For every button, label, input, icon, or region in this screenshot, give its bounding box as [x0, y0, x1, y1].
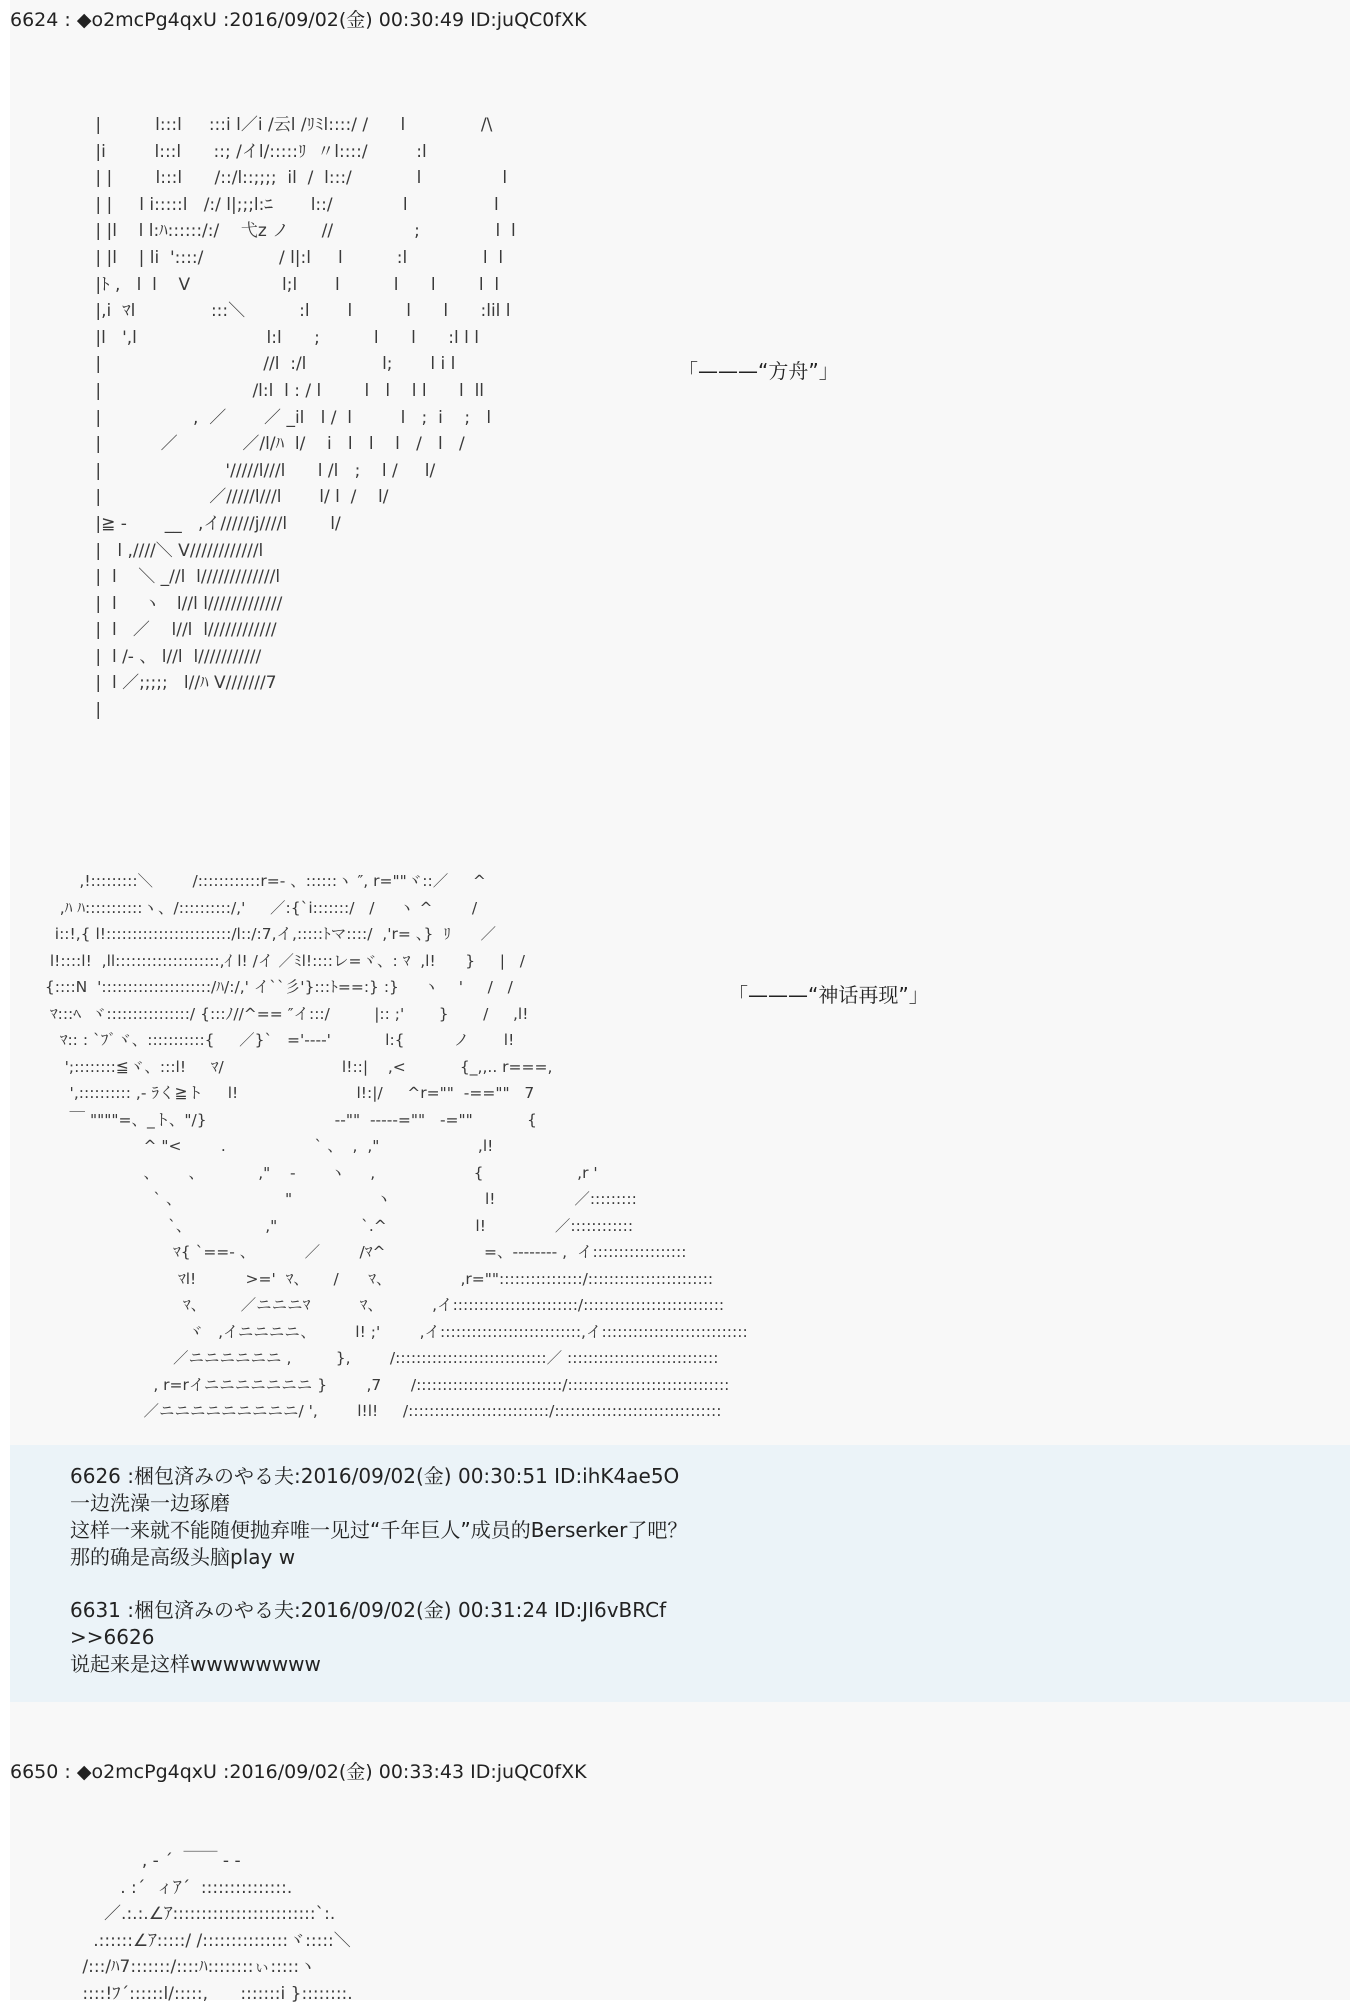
- comment-line: 一边洗澡一边琢磨: [70, 1491, 230, 1515]
- caption-ark: 「———“方舟”」: [678, 359, 839, 383]
- thread-page: [10, 0, 1350, 2004]
- post-header: 6650 : ◆o2mcPg4qxU :2016/09/02(金) 00:33:43 ID:juQC0fXK: [10, 1761, 587, 1783]
- comment-line: 那的确是高级头脑play w: [70, 1545, 296, 1569]
- comment-header: 6626 :梱包済みのやる夫:2016/09/02(金) 00:30:51 ID:ihK4ae5O: [70, 1464, 680, 1488]
- ascii-art-ark: | l:::l :::i l／i /云l /ﾘﾐl::::/ / l /\ |i l:::l ::; /イl/:::::ﾘ 〃l::::/ :l | | l:::l /::/l::;;;; il / l:::/ l l | | l i:::::l /:/ l|;;;l:ﾆ l::/ l l | |l l l:ﾊ::::::/:/ 弋z ノ // ; l l | |l | li '::::/ / l|:l l :l l l |ﾄ , l l V l;l l l l l l |,i ﾏl :::＼ :l l l l :lil l |l ',l l:l ; l l :l l l | //l :/l l; l i l | /l:l l : / l l l l l l ll | , ／ ／ _il l / l l ; i ; l | ／ ／/l/ﾊ l/ i l l l / l / | '/////l///l l /l ; l / l/ | ／/////l///l l/ l / l/ |≧ - __ ,イ//////j////l l/ | l ,////＼ V////////////l | l ＼ _//l l/////////////l | l ヽ l//l l///////////// | l ／ l//l l//////////// | l /- 、 l//l l/////////// | l ／;;;;; l//ﾊ V///////7 |: [95, 115, 516, 721]
- comment-line: 这样一来就不能随便抛弃唯一见过“千年巨人”成员的Berserker了吧？: [70, 1518, 688, 1542]
- comments-box: [10, 1445, 1350, 1702]
- ascii-art-character: , - ´ ￣￣ - - . :´ ィｱ´ :::::::::::::::. ／.:.:.∠ｱ:::::::::::::::::::::::::`:. .::::::∠ｱ:::::/ /:::::::::::::::ヾ:::::＼ /:::/ﾊ7:::::::/::::ﾊ::::::::ぃ:::::ヽ ::::!ﾌ´::::::l/:::::, :::::::i }::::::::.: [82, 1851, 353, 2004]
- caption-myth: 「———“神话再现”」: [728, 983, 929, 1007]
- comment: [70, 1463, 687, 1571]
- reply-link[interactable]: >>6626: [70, 1625, 155, 1649]
- post-header: 6624 : ◆o2mcPg4qxU :2016/09/02(金) 00:30:49 ID:juQC0fXK: [10, 9, 587, 31]
- comment-header: 6631 :梱包済みのやる夫:2016/09/02(金) 00:31:24 ID:JI6vBRCf: [70, 1598, 667, 1622]
- comment-line: 说起来是这样wwwwwwww: [70, 1652, 321, 1676]
- comment: [70, 1597, 666, 1678]
- ascii-art-myth: ,!:::::::::＼ /::::::::::::r=- 、::::::ヽ ″, r=""ヾ::／ ^ ,ﾊ ﾊ:::::::::::ヽ、/::::::::::/,' ／:{`i:::::::/ / ヽ ^ / i::!,{ l!::::::::::::::::::::::::/l::/:7,イ,:::::ﾄマ::::/ ,'r= 、} ﾘ ／ l!::::l! ,ll::::::::::::::::::::,ｲ l! /イ ／ﾐl!::::レ=ヾ、: ﾏ ,l! } | / {::::N ':::::::::::::::::::::/ﾊ/:/,' イ``彡'}:::ﾄ==:} :} ヽ ' / / ﾏ:::ﾍ ヾ::::::::::::::::/ {:::ﾉ//^== ″イ:::/ |:: ;' } / ,l! ﾏ:: : `ﾌﾞヾ、:::::::::::{ ／}` ='----' l:{ ノ l! ';::::::::≦ヾ、:::l! ﾏ/ l!::| ,< {_,,.. r===, ',:::::::::: ,- ﾗく≧ト l! l!:|/ ^r="" -=="" 7 ￣ """"=、_ト、"/} --"" -----="" -="" { ^ "< . ` 、 , ," ,l! 、 、 ," - ヽ , { ,r ' ` 、 " ヽ l! ／::::::::: `、 ," `.^ l! ／:::::::::::: ﾏ{ `==- 、 ／ /ﾏ^ =、-------- , イ:::::::::::::::::: ﾏl! >=' ﾏ、 / ﾏ、 ,r=""::::::::::::::::/:::::::::::::::::::::::: ﾏ、 ／ニニニﾏ ﾏ、 ,イ::::::::::::::::::::::::/::::::::::::::::::::::::::: ヾ ,イニニニニ、 l! ;' ,イ:::::::::::::::::::::::::::,イ:::::::::::::::::::::::::::: ／ニニニニニニ , }, /:::::::::::::::::::::::::::::／ ::::::::::::::::::::::::::::: , r=rイニニニニニニニ } ,7 /::::::::::::::::::::::::::::/::::::::::::::::::::::::::::::: ／ニニニニニニニニニ/ ', l!l! /:::::::::::::::::::::::::::/::::::::::::::::::::::::::::::::: [44, 872, 748, 1420]
